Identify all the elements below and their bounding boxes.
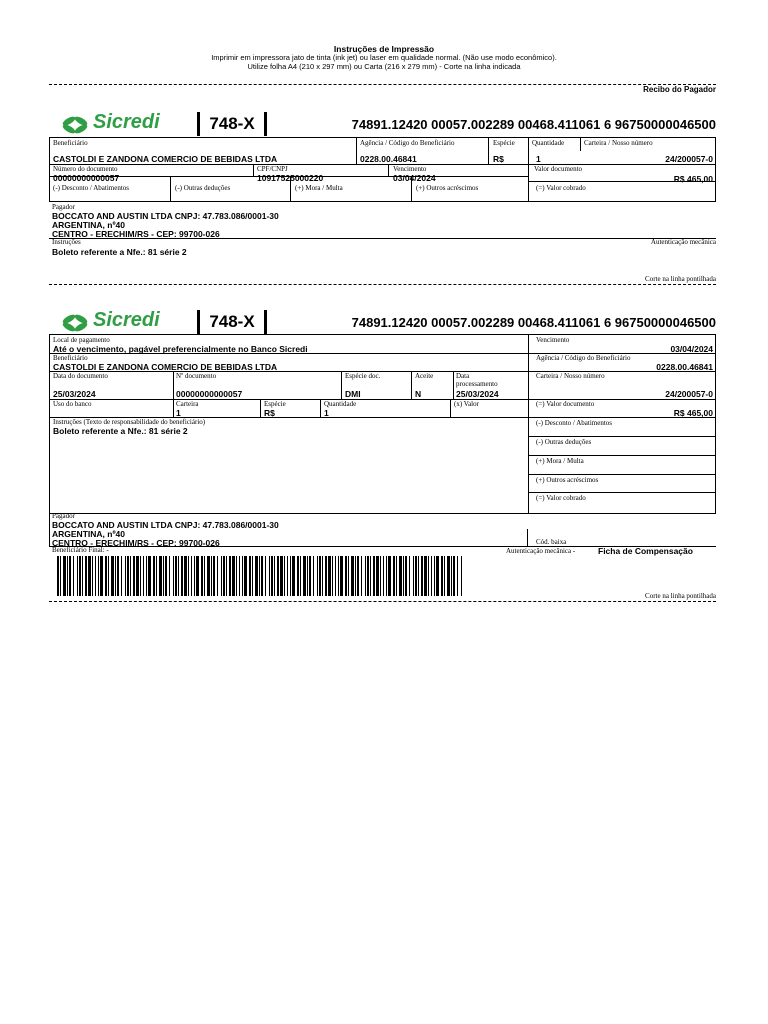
slip-quantidade-label: Quantidade [324,400,357,408]
carteira-value: 1 [176,408,181,418]
data-doc-value: 25/03/2024 [53,389,96,399]
slip-autenticacao-label: Autenticação mecânica - [506,547,576,555]
desconto-label: (-) Desconto / Abatimentos [53,184,130,192]
cod-baixa-label: Cód. baixa [536,538,567,546]
slip-mora-label: (+) Mora / Multa [536,457,584,465]
print-instructions-line1: Imprimir em impressora jato de tinta (ink jet) ou laser em qualidade normal. (Não use modo econômico). [211,53,557,62]
bank-name: Sicredi [93,309,160,331]
cut-line-bottom [49,601,716,602]
slip-num-doc-label: Nº documento [176,372,217,380]
slip-vencimento-value: 03/04/2024 [670,344,713,354]
slip-corte-label: Corte na linha pontilhada [645,592,716,600]
slip-pagador-line3: CENTRO - ERECHIM/RS - CEP: 99700-026 [52,538,220,548]
sicredi-logo-icon [59,114,93,136]
cut-line-middle [49,284,716,285]
outros-acrescimos-label: (+) Outros acréscimos [416,184,479,192]
slip-nosso-numero-label: Carteira / Nosso número [536,372,605,380]
beneficiario-label: Beneficiário [53,139,88,147]
uso-banco-label: Uso do banco [53,400,92,408]
slip-desconto-label: (-) Desconto / Abatimentos [536,419,613,427]
slip-valor-doc-value: R$ 465,00 [673,408,713,418]
receipt-corte-label: Corte na linha pontilhada [645,275,716,283]
slip-bank-header [49,310,716,336]
receipt-bank-header [49,112,716,138]
receipt-pagador-line2: ARGENTINA, nº40 [52,220,126,230]
barcode [57,556,463,596]
sicredi-logo [59,111,199,136]
slip-beneficiario-label: Beneficiário [53,354,88,362]
agencia-label: Agência / Código do Beneficiário [360,139,455,147]
slip-valor-cobrado-label: (=) Valor cobrado [536,494,586,502]
especie-value: R$ [493,154,504,164]
cut-line-top [49,84,716,85]
nosso-numero-label: Carteira / Nosso número [584,139,653,147]
receipt-pagador-line3: CENTRO - ERECHIM/RS - CEP: 99700-026 [52,229,220,239]
digitable-line: 74891.12420 00057.002289 00468.411061 6 96750000046500 [351,315,716,330]
receipt-pagador-line1: BOCCATO AND AUSTIN LTDA CNPJ: 47.783.086/0001-30 [52,211,279,221]
quantidade-value: 1 [536,154,541,164]
print-instructions-line2: Utilize folha A4 (210 x 297 mm) ou Carta (216 x 279 mm) - Corte na linha indicada [247,62,521,71]
sicredi-logo-slip [59,309,199,334]
sicredi-logo-icon [59,312,93,334]
beneficiario-final-label: Beneficiário Final: - [52,546,109,554]
quantidade-label: Quantidade [532,139,565,147]
slip-outros-acrescimos-label: (+) Outros acréscimos [536,476,599,484]
nosso-numero-value: 24/200057-0 [665,154,713,164]
slip-especie-label: Espécie [264,400,286,408]
cpf-value: 10917525000220 [257,173,324,183]
local-label: Local de pagamento [53,336,110,344]
slip-pagador-label: Pagador [52,512,75,520]
receipt-instrucoes-value: Boleto referente a Nfe.: 81 série 2 [52,247,187,257]
especie-doc-value: DMI [345,389,361,399]
beneficiario-value: CASTOLDI E ZANDONA COMERCIO DE BEBIDAS LTDA [53,154,278,164]
slip-agencia-label: Agência / Código do Beneficiário [536,354,631,362]
outras-deducoes-label: (-) Outras deduções [175,184,231,192]
valor-doc-label: Valor documento [534,165,583,173]
ficha-compensacao-label: Ficha de Compensação [598,546,693,556]
receipt-pagador-label: Pagador [52,203,75,211]
vencimento-label: Vencimento [393,165,427,173]
receipt-title: Recibo do Pagador [643,85,716,94]
cpf-label: CPF/CNPJ [257,165,288,173]
data-proc-label-2: processamento [456,380,498,388]
slip-beneficiario-value: CASTOLDI E ZANDONA COMERCIO DE BEBIDAS LTDA [53,362,278,372]
slip-valor-doc-label: (=) Valor documento [536,400,595,408]
data-proc-value: 25/03/2024 [456,389,499,399]
slip-outras-deducoes-label: (-) Outras deduções [536,438,592,446]
receipt-autenticacao-label: Autenticação mecânica [650,238,716,246]
num-doc-value: 00000000000057 [53,173,120,183]
bank-code: 748-X [197,112,267,136]
data-doc-label: Data do documento [53,372,108,380]
valor-cobrado-label: (=) Valor cobrado [536,184,586,192]
slip-especie-value: R$ [264,408,275,418]
slip-pagador-line1: BOCCATO AND AUSTIN LTDA CNPJ: 47.783.086/0001-30 [52,520,279,530]
slip-num-doc-value: 00000000000057 [176,389,243,399]
print-instructions-title: Instruções de Impressão [333,44,435,54]
especie-label: Espécie [493,139,515,147]
slip-fields [49,334,716,514]
receipt-instrucoes-label: Instruções [52,238,81,246]
especie-doc-label: Espécie doc. [345,372,381,380]
carteira-label: Carteira [176,400,199,408]
aceite-value: N [415,389,422,399]
valor-doc-value: R$ 465,00 [673,174,713,184]
bank-code: 748-X [197,310,267,334]
slip-quantidade-value: 1 [324,408,329,418]
agencia-value: 0228.00.46841 [360,154,417,164]
slip-vencimento-label: Vencimento [536,336,570,344]
x-valor-label: (x) Valor [454,400,479,408]
slip-instrucoes-value: Boleto referente a Nfe.: 81 série 2 [53,426,188,436]
vencimento-value: 03/04/2024 [393,173,436,183]
data-proc-label: Data [456,372,470,380]
bank-name: Sicredi [93,111,160,133]
slip-pagador-line2: ARGENTINA, nº40 [52,529,126,539]
digitable-line: 74891.12420 00057.002289 00468.411061 6 96750000046500 [351,117,716,132]
slip-agencia-value: 0228.00.46841 [656,362,713,372]
receipt-fields [49,137,716,202]
mora-label: (+) Mora / Multa [295,184,343,192]
slip-nosso-numero-value: 24/200057-0 [665,389,713,399]
aceite-label: Aceite [415,372,434,380]
num-doc-label: Número do documento [53,165,118,173]
local-value: Até o vencimento, pagável preferencialmente no Banco Sicredi [53,344,308,354]
slip-instrucoes-label: Instruções (Texto de responsabilidade do beneficiário) [53,418,206,426]
